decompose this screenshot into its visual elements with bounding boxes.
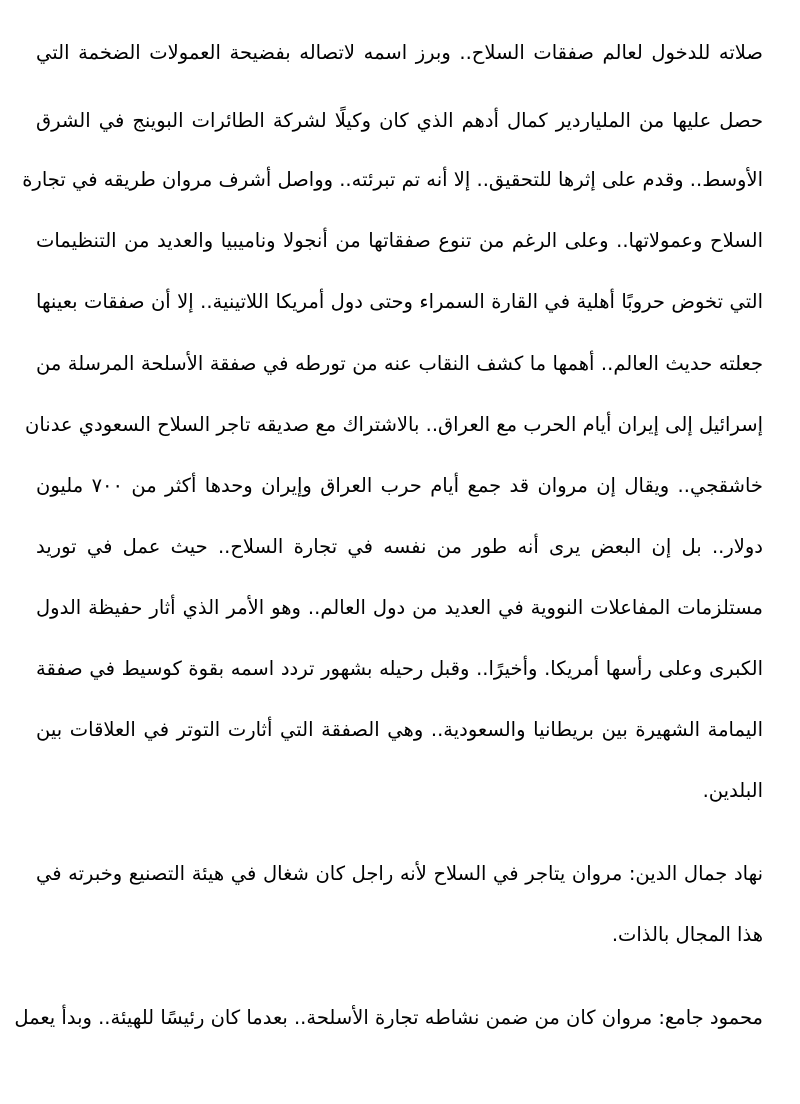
- text-line: خاشقجي.. ويقال إن مروان قد جمع أيام حرب العراق وإيران وحدها أكثر من ٧٠٠ مليون: [36, 474, 763, 497]
- text-line: صلاته للدخول لعالم صفقات السلاح.. وبرز اسمه لاتصاله بفضيحة العمولات الضخمة التي: [36, 41, 763, 64]
- text-line: السلاح وعمولاتها.. وعلى الرغم من تنوع صفقاتها من أنجولا وناميبيا والعديد من التنظيمات: [36, 229, 763, 252]
- text-line: حصل عليها من الملياردير كمال أدهم الذي كان وكيلًا لشركة الطائرات البوينج في الشرق: [36, 109, 763, 132]
- text-line: جعلته حديث العالم.. أهمها ما كشف النقاب عنه من تورطه في صفقة الأسلحة المرسلة من: [36, 352, 763, 375]
- text-line: هذا المجال بالذات.: [611, 923, 763, 946]
- text-line: التي تخوض حروبًا أهلية في القارة السمراء وحتى دول أمريكا اللاتينية.. إلا أن صفقات بعينها: [36, 290, 763, 313]
- text-line: الكبرى وعلى رأسها أمريكا. وأخيرًا.. وقبل رحيله بشهور تردد اسمه بقوة كوسيط في صفقة: [36, 657, 763, 680]
- text-line: دولار.. بل إن البعض يرى أنه طور من نفسه في تجارة السلاح.. حيث عمل في توريد: [36, 535, 763, 558]
- text-line: مستلزمات المفاعلات النووية في العديد من دول العالم.. وهو الأمر الذي أثار حفيظة الدول: [36, 596, 763, 619]
- text-line: محمود جامع: مروان كان من ضمن نشاطه تجارة الأسلحة.. بعدما كان رئيسًا للهيئة.. وبدأ يعمل: [14, 1006, 763, 1029]
- text-line: إسرائيل إلى إيران أيام الحرب مع العراق.. بالاشتراك مع صديقه تاجر السلاح السعودي عدنان: [25, 413, 763, 436]
- text-line: اليمامة الشهيرة بين بريطانيا والسعودية.. وهي الصفقة التي أثارت التوتر في العلاقات بين: [36, 718, 763, 741]
- text-line: الأوسط.. وقدم على إثرها للتحقيق.. إلا أنه تم تبرئته.. وواصل أشرف مروان طريقه في تجارة: [22, 168, 763, 191]
- text-line: نهاد جمال الدين: مروان يتاجر في السلاح لأنه راجل كان شغال في هيئة التصنيع وخبرته في: [36, 862, 763, 885]
- text-line: البلدين.: [702, 779, 763, 802]
